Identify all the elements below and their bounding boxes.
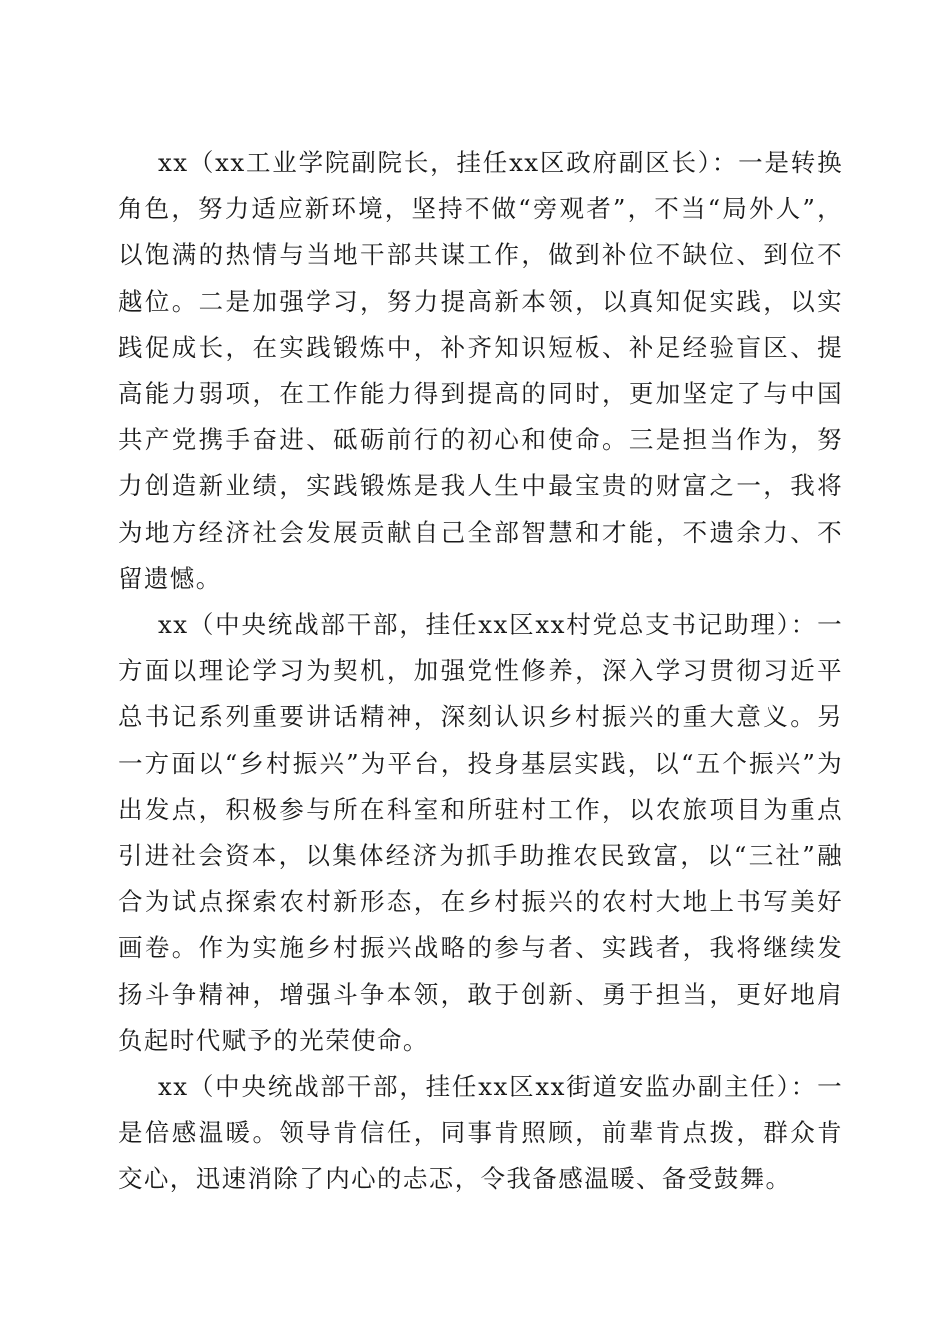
document-body	[118, 140, 843, 1203]
paragraph-village-secretary-assistant-statement: xx（中央统战部干部，挂任xx区xx村党总支书记助理）：一方面以理论学习为契机，加强党性修养，深入学习贯彻习近平总书记系列重要讲话精神，深刻认识乡村振兴的重大意义。另一方面以“乡村振兴”为平台，投身基层实践，以“五个振兴”为出发点，积极参与所在科室和所驻村工作，以农旅项目为重点引进社会资本，以集体经济为抓手助推农民致富，以“三社”融合为试点探索农村新形态，在乡村振兴的农村大地上书写美好画卷。作为实施乡村振兴战略的参与者、实践者，我将继续发扬斗争精神，增强斗争本领，敢于创新、勇于担当，更好地肩负起时代赋予的光荣使命。	[118, 610, 843, 1055]
paragraph-safety-office-statement: xx（中央统战部干部，挂任xx区xx街道安监办副主任）：一是倍感温暖。领导肯信任，同事肯照顾，前辈肯点拨，群众肯交心，迅速消除了内心的忐忑，令我备感温暖、备受鼓舞。	[118, 1072, 843, 1194]
paragraph-deputy-mayor-statement: xx（xx工业学院副院长，挂任xx区政府副区长）：一是转换角色，努力适应新环境，坚持不做“旁观者”，不当“局外人”，以饱满的热情与当地干部共谋工作，做到补位不缺位、到位不越位。二是加强学习，努力提高新本领，以真知促实践，以实践促成长，在实践锻炼中，补齐知识短板、补足经验盲区、提高能力弱项，在工作能力得到提高的同时，更加坚定了与中国共产党携手奋进、砥砺前行的初心和使命。三是担当作为，努力创造新业绩，实践锻炼是我人生中最宝贵的财富之一，我将为地方经济社会发展贡献自己全部智慧和才能，不遗余力、不留遗憾。	[118, 148, 843, 593]
